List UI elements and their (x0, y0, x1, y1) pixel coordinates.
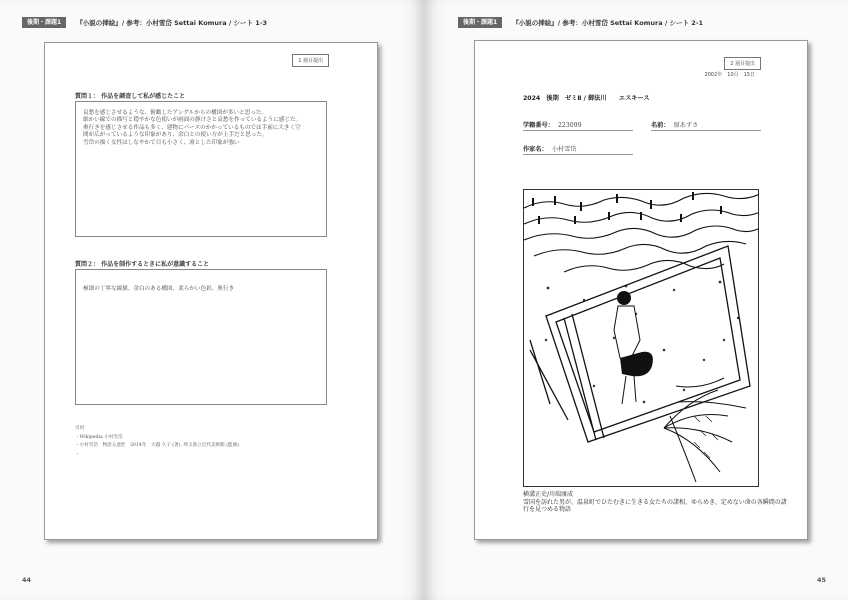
submission-stamp: 1 週目提出 (292, 54, 329, 67)
assignment-tag: 後期・課題1 (458, 17, 502, 28)
divider (523, 154, 633, 155)
question-2-answer (75, 269, 327, 405)
student-id-field (523, 120, 582, 129)
citation-item: ・小村雪岱 物語る意匠 2014年 大越 久子 (著), 埼玉県立近代美術館 (監修) (75, 443, 239, 448)
question-2-label: 質問２： 作品を制作するときに私が意識すること (75, 261, 210, 268)
citation-item: ・ (75, 451, 80, 457)
sheet-title: 『小説の挿絵』/ 参考：小村雪岱 Settai Komura / シート 1-3 (76, 19, 268, 27)
illustration-sketch (523, 189, 759, 487)
student-id-value: 223099 (557, 122, 582, 129)
student-id-label: 学籍番号： (523, 122, 554, 129)
artist-value: 小村雪岱 (551, 146, 577, 153)
caption-line: 雪国を訪れた男が、温泉町でひたむきに生きる女たちの諸相、ゆらめき、定めない命の各瞬間の諸 (523, 498, 787, 506)
answer-line: 間が広がっているような印象があり、余白との使い方が上手だと思った。 (83, 132, 268, 139)
citation-notes (75, 425, 239, 459)
sheet-title: 『小説の挿絵』/ 参考：小村雪岱 Settai Komura / シート 2-1 (512, 19, 704, 27)
leaf-veins (694, 416, 718, 458)
worksheet-left (44, 42, 378, 540)
name-field (651, 120, 698, 129)
page-number-right: 45 (816, 576, 826, 584)
question-1-label: 質問１： 作品を調査して私が感じたこと (75, 93, 186, 100)
worksheet-right (474, 40, 808, 540)
roof-tiles (524, 193, 759, 272)
answer-line: 奥行きを感じさせる作品も多く、建物にパースのかかっているものでは手前に大きく空 (83, 124, 301, 131)
tile-strokes (532, 192, 722, 224)
caption-line: 行を見つめる物語 (523, 506, 572, 513)
answer-line: 細かい線での描写と穏やかな色使いが画面の静けさと哀愁を作っているように感じた。 (83, 117, 302, 124)
leaf-plant (664, 378, 746, 482)
citation-item: ・Wikipedia 小村雪岱 (75, 434, 123, 440)
artist-field (523, 144, 577, 153)
name-label: 名前： (651, 122, 670, 129)
course-line (523, 93, 650, 102)
window-woman-drawing (524, 190, 759, 487)
snowflakes (545, 281, 739, 404)
divider (651, 130, 761, 131)
answer-line: 極細の丁寧な線描、余白のある構図、柔らかい色彩、奥行き (83, 286, 235, 292)
window-frame (530, 246, 750, 442)
left-header (22, 17, 267, 28)
question-1-answer (75, 101, 327, 237)
right-header (458, 17, 703, 28)
answer-line: 雪岱の描く女性はしなやかで目も小さく、凛とした印象が強い (83, 139, 240, 146)
submission-stamp: 2 週目提出 (724, 57, 761, 70)
date-line: 2002年 10月 15日 (704, 72, 755, 78)
right-page (424, 0, 848, 600)
course-text: 2024 後期 ゼミⅡ / 御法川 エスキース (523, 95, 650, 102)
assignment-tag: 後期・課題1 (22, 17, 66, 28)
caption-line: 横溝正史/川端康成 (523, 491, 574, 498)
divider (523, 130, 633, 131)
story-caption (523, 491, 803, 514)
woman-figure (614, 291, 653, 404)
citation-heading: 引用 (75, 426, 85, 431)
name-value: 原あずさ (673, 122, 699, 129)
answer-line: 哀愁を感じさせるような、俯瞰したアングルからの構図が多いと思った。 (83, 110, 268, 116)
artist-label: 作家名： (523, 146, 548, 153)
page-number-left: 44 (22, 576, 32, 584)
